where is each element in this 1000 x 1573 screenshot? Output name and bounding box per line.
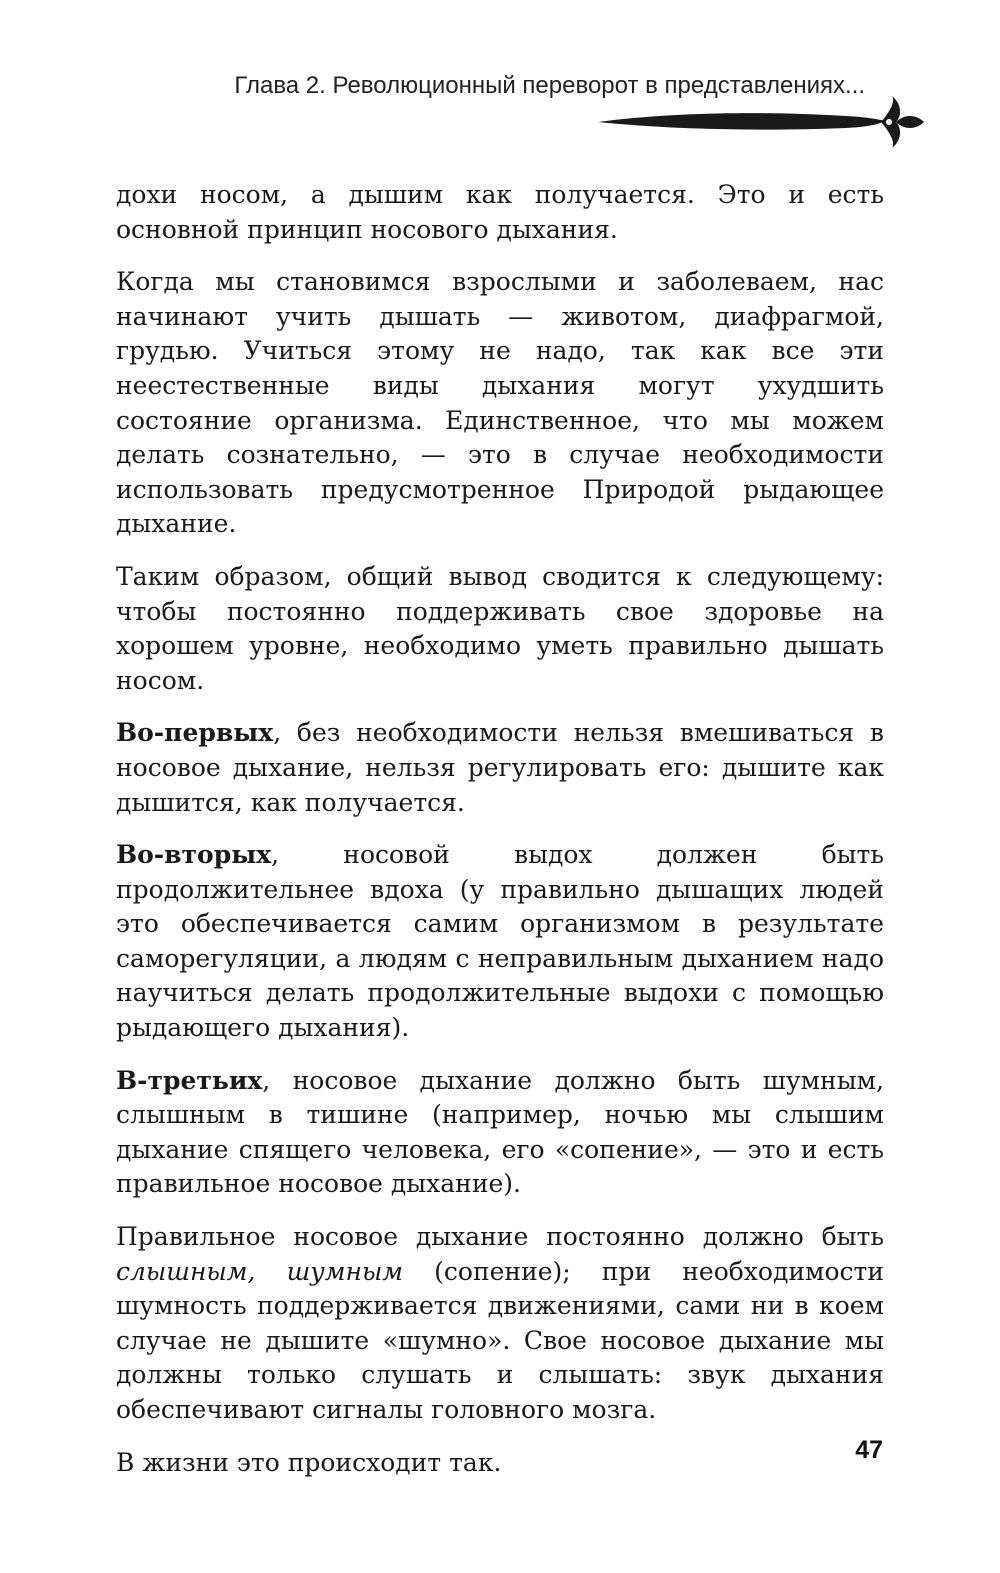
paragraph: Правильное носовое дыхание постоянно должно быть слышным, шумным (сопение); при необходимости шумность поддерживается движениями, сами ни в коем случае не дышите «шумно». Свое носовое дыхание мы должны только слушать и слышать: звук дыхания обеспечивают сигналы головного мозга. bbox=[116, 1222, 884, 1424]
paragraph: Таким образом, общий вывод сводится к следующему: чтобы постоянно поддерживать свое здоровье на хорошем уровне, необходимо уметь правильно дышать носом. bbox=[116, 561, 884, 695]
paragraph-lead: Во-вторых bbox=[116, 840, 272, 870]
paragraph-lead: В-третьих bbox=[116, 1065, 263, 1095]
emphasis: слышным, шумным bbox=[116, 1256, 404, 1286]
paragraph: В-третьих, носовое дыхание должно быть шумным, слышным в тишине (например, ночью мы слышим дыхание спящего человека, его «сопение», — это и есть правильное носовое дыхание). bbox=[116, 1065, 884, 1199]
paragraph: Когда мы становимся взрослыми и заболеваем, нас начинают учить дышать — животом, диафрагмой, грудью. Учиться этому не надо, так как все эти неестественные виды дыхания могут ухудшить состояние организма. Единственное, что мы можем делать сознательно, — это в случае необходимости использовать предусмотренное Природой рыдающее дыхание. bbox=[116, 267, 884, 539]
paragraph-lead: Во-первых bbox=[116, 718, 274, 748]
page-number: 47 bbox=[855, 1436, 883, 1464]
flourish-ornament-icon bbox=[596, 94, 926, 150]
body-text bbox=[116, 178, 884, 1498]
running-header bbox=[0, 72, 1000, 152]
paragraph: В жизни это происходит так. bbox=[116, 1447, 502, 1477]
paragraph: дохи носом, а дышим как получается. Это и есть основной принцип носового дыхания. bbox=[116, 180, 884, 244]
paragraph: Во-вторых, носовой выдох должен быть продолжительнее вдоха (у правильно дышащих людей это обеспечивается самим организмом в результате саморегуляции, а людям с неправильным дыханием надо научиться делать продолжительные выдохи с помощью рыдающего дыхания). bbox=[116, 840, 884, 1043]
paragraph: Во-первых, без необходимости нельзя вмешиваться в носовое дыхание, нельзя регулировать его: дышите как дышится, как получается. bbox=[116, 718, 884, 817]
running-title: Глава 2. Революционный переворот в представлениях... bbox=[234, 72, 865, 99]
